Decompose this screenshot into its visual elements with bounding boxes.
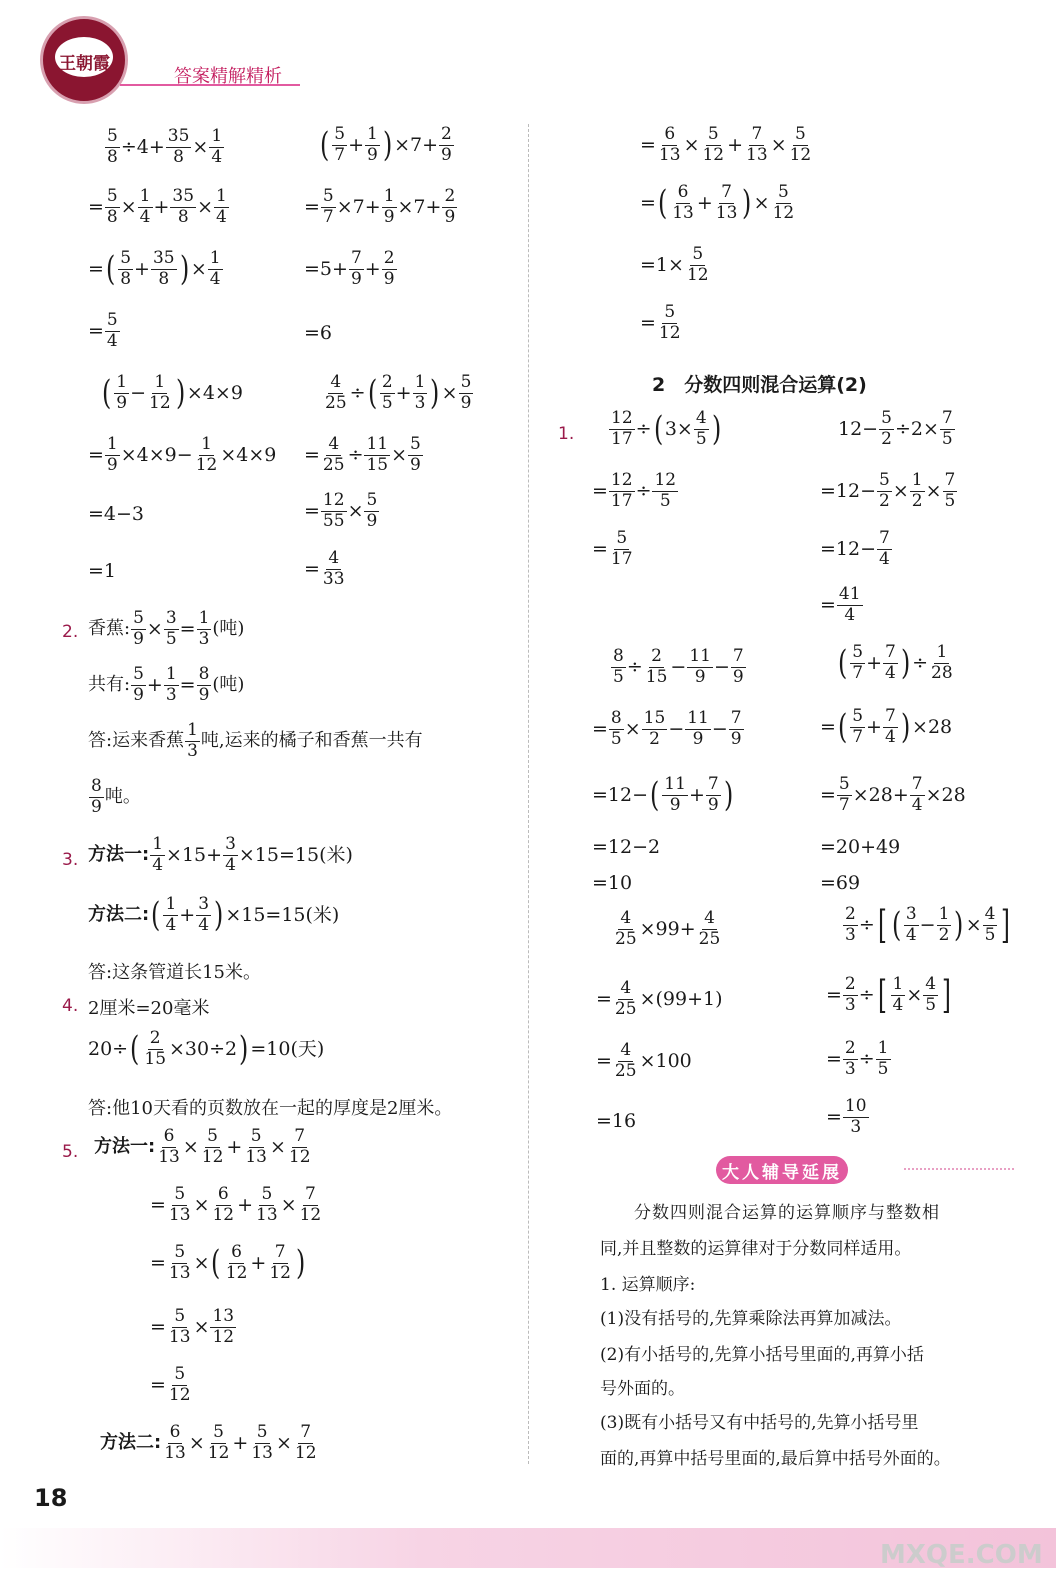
column-divider xyxy=(528,124,529,1464)
q2-number: 2. xyxy=(62,622,79,642)
logo xyxy=(40,16,128,104)
section-title: 2 分数四则混合运算(2) xyxy=(652,374,867,396)
tip-title-badge: 大人辅导延展 xyxy=(716,1156,848,1184)
page-number: 18 xyxy=(34,1484,68,1512)
tip-dots xyxy=(904,1168,1014,1170)
watermark: MXQE.COM xyxy=(880,1540,1043,1570)
logo-text: 王朝霞 xyxy=(59,54,110,74)
page-title: 答案精解精析 xyxy=(174,66,282,87)
